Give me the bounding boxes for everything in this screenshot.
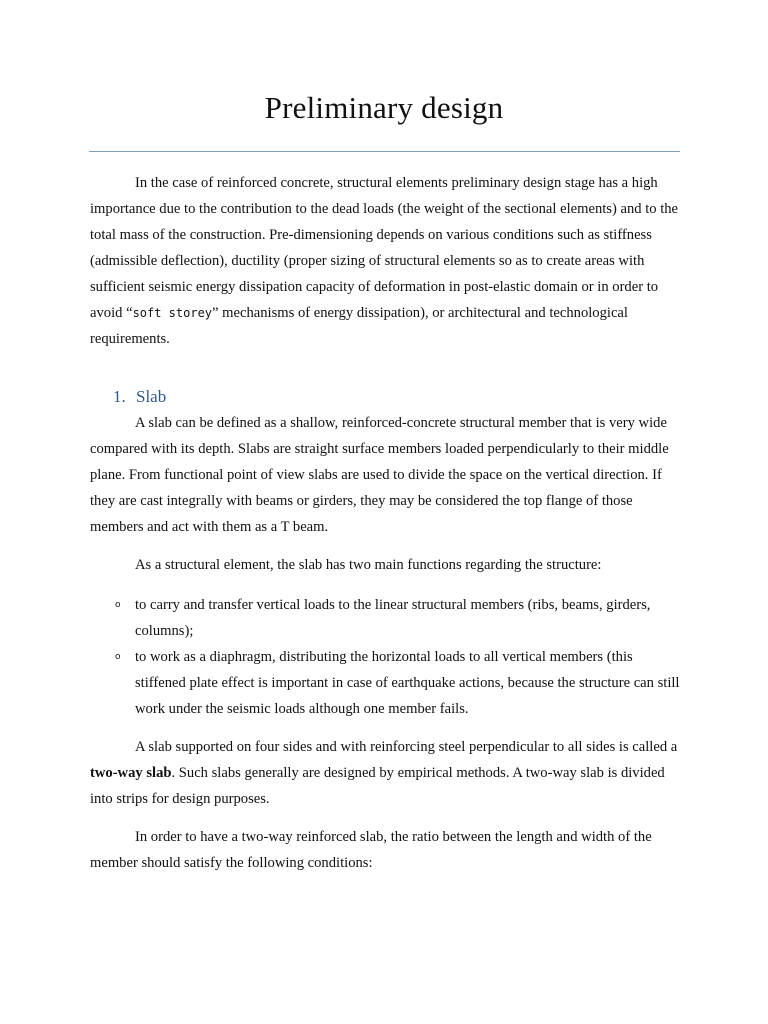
slab-functions-intro-paragraph: As a structural element, the slab has two main functions regarding the structure: (135, 557, 602, 573)
section-title: Slab (136, 387, 167, 406)
title-underline-divider (89, 151, 680, 152)
two-way-slab-term: two-way slab (90, 765, 172, 781)
list-item-text: to carry and transfer vertical loads to the linear structural members (ribs, beams, girders, columns); (135, 597, 651, 639)
list-item (90, 644, 680, 722)
page-title: Preliminary design (264, 90, 504, 125)
intro-paragraph (90, 170, 680, 352)
two-way-slab-text-after: . Such slabs generally are designed by empirical methods. A two-way slab is divided into strips for design purposes. (90, 765, 665, 807)
slab-functions-list (90, 592, 680, 722)
intro-text-before-quote: In the case of reinforced concrete, structural elements preliminary design stage has a high importance due to the contribution to the dead loads (the weight of the sectional elements) and to the total mass of the construction. Pre-dimensioning depends on various conditions such as stiffness (admissible deflection), ductility (proper sizing of structural elements so as to create areas with sufficient seismic energy dissipation capacity of deformation in post-elastic domain or in order to avoid “ (90, 175, 679, 321)
two-way-slab-text-before: A slab supported on four sides and with reinforcing steel perpendicular to all sides is called a (135, 739, 678, 755)
slab-definition-paragraph: A slab can be defined as a shallow, reinforced-concrete structural member that is very wide compared with its depth. Slabs are straight surface members loaded perpendicularly to their middle plane. From functional point of view slabs are used to divide the space on the vertical direction. If they are cast integrally with beams or girders, they may be considered the top flange of those members and act with them as a T beam. (90, 415, 669, 535)
list-item (90, 592, 680, 644)
two-way-slab-paragraph (90, 734, 680, 812)
intro-quoted-term: soft storey (132, 306, 213, 320)
intro-text-after-quote: ” mechanisms of energy dissipation), or architectural and technological requirements. (90, 305, 628, 347)
bullet-circle-icon: o (115, 652, 121, 662)
section-heading-slab (90, 384, 680, 410)
document-body (90, 170, 680, 876)
bullet-circle-icon: o (115, 600, 121, 610)
ratio-conditions-paragraph: In order to have a two-way reinforced slab, the ratio between the length and width of the member should satisfy the following conditions: (90, 829, 652, 871)
section-number: 1. (113, 387, 126, 406)
list-item-text: to work as a diaphragm, distributing the horizontal loads to all vertical members (this stiffened plate effect is important in case of earthquake actions, because the structure can still work under the seismic loads although one member fails. (135, 649, 680, 717)
